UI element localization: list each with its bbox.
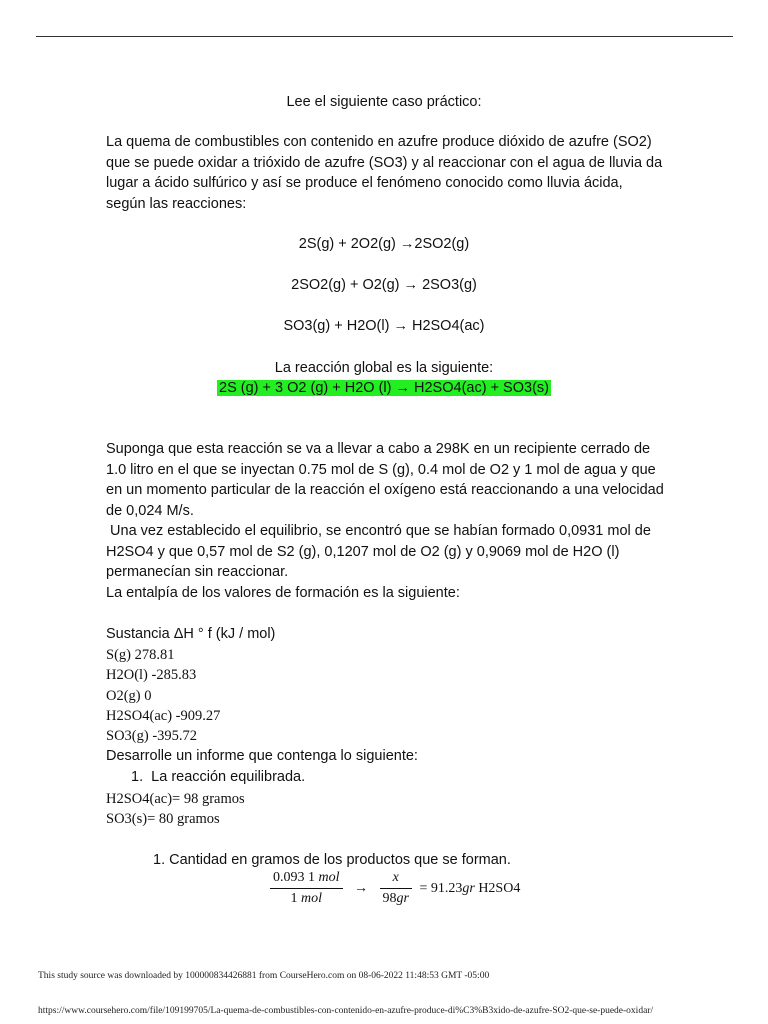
arrow-symbol: → [354, 880, 368, 896]
download-notice: This study source was downloaded by 100000834426881 from CourseHero.com on 08-06-2022 11:48:53 GMT -05:00 [38, 971, 490, 981]
reaction-3: SO3(g) + H2O(l) → H2SO4(ac) [283, 318, 485, 334]
mass-formula [270, 870, 528, 912]
enthalpy-row: O2(g) 0 [106, 687, 152, 704]
source-url[interactable]: https://www.coursehero.com/file/109199705/La-quema-de-combustibles-con-contenido-en-azufre-produce-di%C3%B3xido-de-azufre-SO2-que-se-puede-oxidar/ [38, 1006, 654, 1016]
global-reaction-label: La reacción global es la siguiente: [274, 360, 494, 376]
list-item-2 [153, 850, 511, 870]
formula-result: = 91.23gr H2SO4 [419, 880, 521, 896]
enthalpy-table [106, 645, 666, 746]
list-number: 1. [153, 852, 166, 868]
enthalpy-header: Sustancia ΔH ° f (kJ / mol) [106, 626, 276, 642]
reaction-1: 2S(g) + 2O2(g) →2SO2(g) [298, 236, 470, 252]
reaction-2: 2SO2(g) + O2(g) → 2SO3(g) [291, 277, 477, 293]
problem-section [106, 439, 666, 603]
global-reaction-highlight: 2S (g) + 3 O2 (g) + H2O (l) → H2SO4(ac) + SO3(s) [219, 380, 549, 396]
list-text: Cantidad en gramos de los productos que se forman. [169, 852, 511, 868]
list-text: La reacción equilibrada. [151, 769, 306, 785]
report-intro: Desarrolle un informe que contenga lo siguiente: [106, 748, 418, 764]
heading: Lee el siguiente caso práctico: [286, 94, 482, 110]
list-number: 1. [131, 769, 144, 785]
list-item-1 [131, 767, 305, 787]
fraction-moles: $\frac{\text{0.093 1 mol}}{\text{1 mol}}$ [270, 870, 343, 907]
molar-mass-row: SO3(s)= 80 gramos [106, 811, 220, 828]
molar-masses [106, 789, 666, 830]
molar-mass-row: H2SO4(ac)= 98 gramos [106, 791, 245, 807]
top-divider [36, 36, 733, 37]
fraction-grams: $\frac{x}{98gr}$ [380, 870, 412, 907]
problem-paragraph-3: La entalpía de los valores de formación es la siguiente: [106, 584, 460, 601]
enthalpy-row: H2SO4(ac) -909.27 [106, 707, 221, 724]
enthalpy-row: H2O(l) -285.83 [106, 667, 197, 684]
enthalpy-row: SO3(g) -395.72 [106, 728, 198, 745]
enthalpy-row: S(g) 278.81 [106, 647, 175, 663]
global-reaction-line [0, 378, 768, 398]
intro-paragraph: La quema de combustibles con contenido en azufre produce dióxido de azufre (SO2) que se puede oxidar a trióxido de azufre (SO3) y al reaccionar con el agua de lluvia da lugar a ácido sulfúrico y así se produce el fenómeno conocido como lluvia ácida, según las reacciones: [106, 134, 663, 212]
problem-paragraph-1: Suponga que esta reacción se va a llevar a cabo a 298K en un recipiente cerrado de 1.0 litro en el que se inyectan 0.75 mol de S (g), 0.4 mol de O2 y 1 mol de agua y que en un momento particular de la reacción el oxígeno está reaccionando a una velocidad de 0,024 M/s. [106, 441, 664, 519]
problem-paragraph-2: Una vez establecido el equilibrio, se encontró que se habían formado 0,0931 mol de H2SO4 y que 0,57 mol de S2 (g), 0,1207 mol de O2 (g) y 0,9069 mol de H2O (l) permanecían sin reaccionar. [106, 523, 655, 580]
